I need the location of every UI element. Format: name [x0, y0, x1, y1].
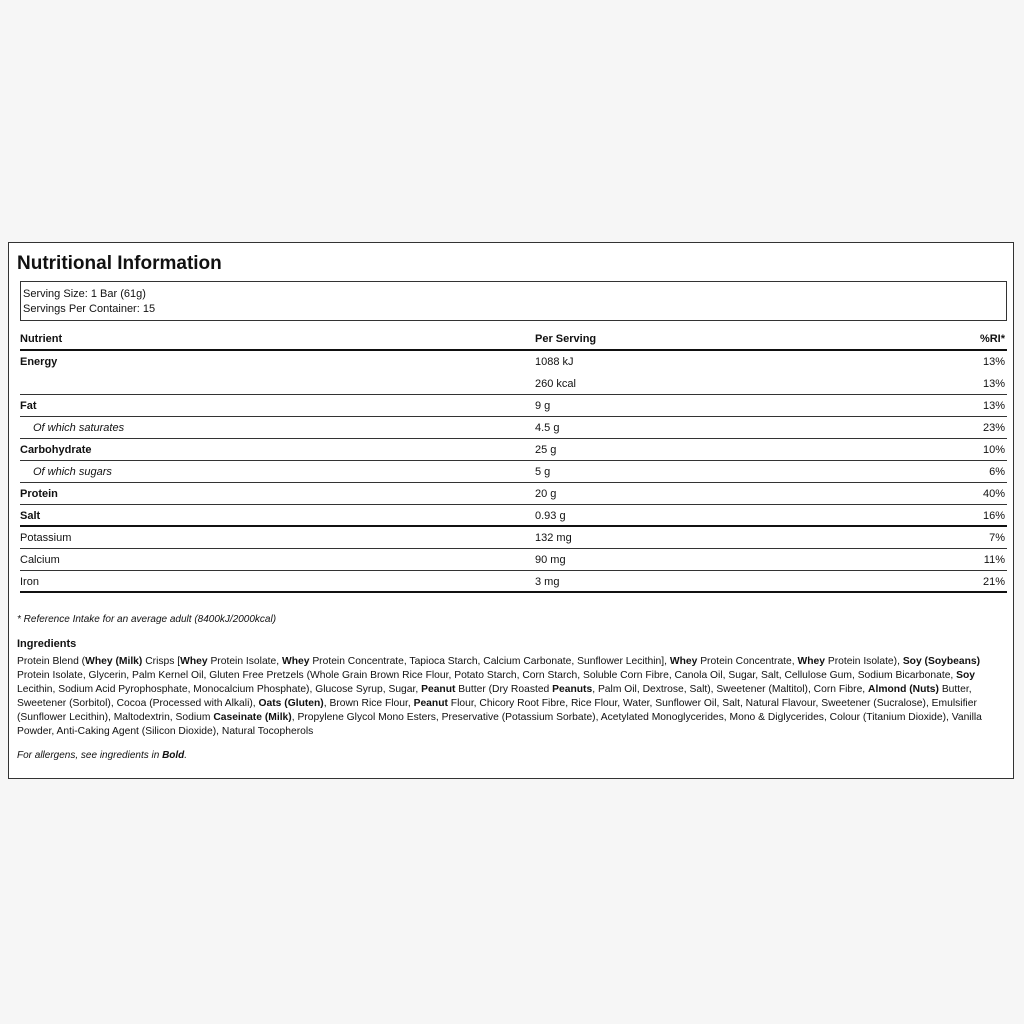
header-ri: %RI*: [979, 333, 1005, 345]
servings-per-container: Servings Per Container: 15: [23, 303, 156, 315]
serving-size: Serving Size: 1 Bar (61g): [23, 288, 146, 300]
nutrient-ri: 40%: [982, 488, 1005, 500]
table-row: [20, 527, 1007, 549]
nutrient-name: Salt: [20, 510, 41, 522]
nutrient-value: 132 mg: [535, 532, 572, 544]
nutrition-table: [20, 328, 1007, 593]
allergen-ingredient: Caseinate (Milk): [213, 712, 292, 723]
allergen-ingredient: Whey: [281, 656, 310, 667]
nutrient-ri: 21%: [982, 576, 1005, 588]
allergen-ingredient: Whey: [669, 656, 698, 667]
nutrient-ri: 23%: [982, 422, 1005, 434]
nutrient-value: 20 g: [535, 488, 557, 500]
table-header: [20, 328, 1007, 351]
nutrient-ri: 13%: [982, 356, 1005, 368]
nutrient-value: 4.5 g: [535, 422, 560, 434]
header-per-serving: Per Serving: [535, 333, 597, 345]
ingredient-text: Protein Isolate,: [207, 656, 282, 667]
nutrient-name: Carbohydrate: [20, 444, 92, 456]
allergen-note-bold: Bold: [162, 750, 185, 761]
allergen-ingredient: Almond (Nuts): [868, 684, 939, 695]
ingredient-text: Butter (Dry Roasted: [455, 684, 553, 695]
ingredients-heading: Ingredients: [17, 638, 77, 650]
ingredient-text: , Palm Oil, Dextrose, Salt), Sweetener (Maltitol), Corn Fibre,: [592, 684, 869, 695]
ingredient-text: Protein Concentrate,: [697, 656, 798, 667]
ingredient-text: Butter, Sweetener (Sorbitol), Cocoa (Processed with Alkali),: [17, 684, 972, 709]
nutrient-name: Potassium: [20, 532, 72, 544]
table-row: [20, 417, 1007, 439]
reference-note: * Reference Intake for an average adult (8400kJ/2000kcal): [17, 614, 277, 625]
allergen-ingredient: Peanuts: [552, 684, 593, 695]
table-row: [20, 439, 1007, 461]
allergen-ingredient: Soy (Soybeans): [902, 656, 981, 667]
table-row: [20, 373, 1007, 395]
nutrient-name: Energy: [20, 356, 58, 368]
ingredient-text: Protein Blend (: [17, 656, 86, 667]
nutrient-ri: 10%: [982, 444, 1005, 456]
table-row: [20, 571, 1007, 593]
table-row: [20, 505, 1007, 527]
nutrient-value: 0.93 g: [535, 510, 566, 522]
allergen-ingredient: Peanut: [421, 684, 456, 695]
table-row: [20, 351, 1007, 373]
ingredient-text: Protein Isolate),: [824, 656, 903, 667]
ingredient-text: Lecithin, Sodium Acid Pyrophosphate, Monocalcium Phosphate), Glucose Syrup, Sugar,: [17, 684, 422, 695]
page-title: Nutritional Information: [17, 253, 222, 274]
nutrient-value: 9 g: [535, 400, 551, 412]
nutrient-value: 3 mg: [535, 576, 560, 588]
table-row: [20, 483, 1007, 505]
table-row: [20, 395, 1007, 417]
allergen-ingredient: Whey (Milk): [85, 656, 143, 667]
nutrient-ri: 13%: [982, 400, 1005, 412]
nutrient-value: 90 mg: [535, 554, 566, 566]
ingredient-text: Protein Concentrate, Tapioca Starch, Calcium Carbonate, Sunflower Lecithin],: [309, 656, 670, 667]
nutrient-value: 25 g: [535, 444, 557, 456]
table-row: [20, 549, 1007, 571]
ingredient-text: , Brown Rice Flour,: [323, 698, 414, 709]
allergen-ingredient: Oats (Gluten): [258, 698, 324, 709]
nutrient-value: 260 kcal: [535, 378, 576, 390]
serving-box: [20, 281, 1007, 321]
allergen-note-prefix: For allergens, see ingredients in: [17, 750, 163, 761]
nutrient-ri: 11%: [983, 554, 1005, 566]
allergen-note: [17, 750, 187, 761]
nutrient-name: Protein: [20, 488, 58, 500]
nutrient-name: Of which saturates: [33, 422, 125, 434]
table-row: [20, 461, 1007, 483]
header-nutrient: Nutrient: [20, 333, 63, 345]
allergen-ingredient: Whey: [180, 656, 208, 667]
allergen-note-suffix: .: [184, 750, 188, 761]
nutrient-name: Fat: [20, 400, 37, 412]
nutrition-panel: [8, 242, 1014, 779]
ingredient-text: Flour, Chicory Root Fibre, Rice Flour, Water, Sunflower Oil, Salt, Natural Flavour, Sweetener (Sucralose), Emulsifier (Sunflower Lecithin), Maltodextrin, Sodium: [17, 698, 977, 723]
nutrient-ri: 6%: [989, 466, 1005, 478]
nutrient-name: Calcium: [20, 554, 60, 566]
nutrient-ri: 16%: [982, 510, 1005, 522]
allergen-ingredient: Whey: [797, 656, 825, 667]
ingredient-text: Crisps [: [142, 656, 181, 667]
allergen-ingredient: Soy: [956, 670, 976, 681]
ingredients-text: [17, 655, 1007, 739]
nutrient-ri: 7%: [989, 532, 1005, 544]
ingredient-text: Protein Isolate, Glycerin, Palm Kernel Oil, Gluten Free Pretzels (Whole Grain Brown Rice Flour, Potato Starch, Corn Starch, Soluble Corn Fibre, Canola Oil, Sugar, Salt, Cellulose Gum, Sodium Bicarbonate,: [17, 670, 957, 681]
nutrient-value: 5 g: [535, 466, 551, 478]
nutrient-ri: 13%: [982, 378, 1005, 390]
nutrient-name: Iron: [20, 576, 39, 588]
allergen-ingredient: Peanut: [413, 698, 448, 709]
nutrient-name: Of which sugars: [33, 466, 112, 478]
ingredient-text: , Propylene Glycol Mono Esters, Preservative (Potassium Sorbate), Acetylated Monoglycerides, Mono & Diglycerides, Colour (Titanium Dioxide), Vanilla Powder, Anti-Caking Agent (Silicon Dioxide), Natural Tocopherols: [17, 712, 982, 737]
nutrient-value: 1088 kJ: [535, 356, 574, 368]
